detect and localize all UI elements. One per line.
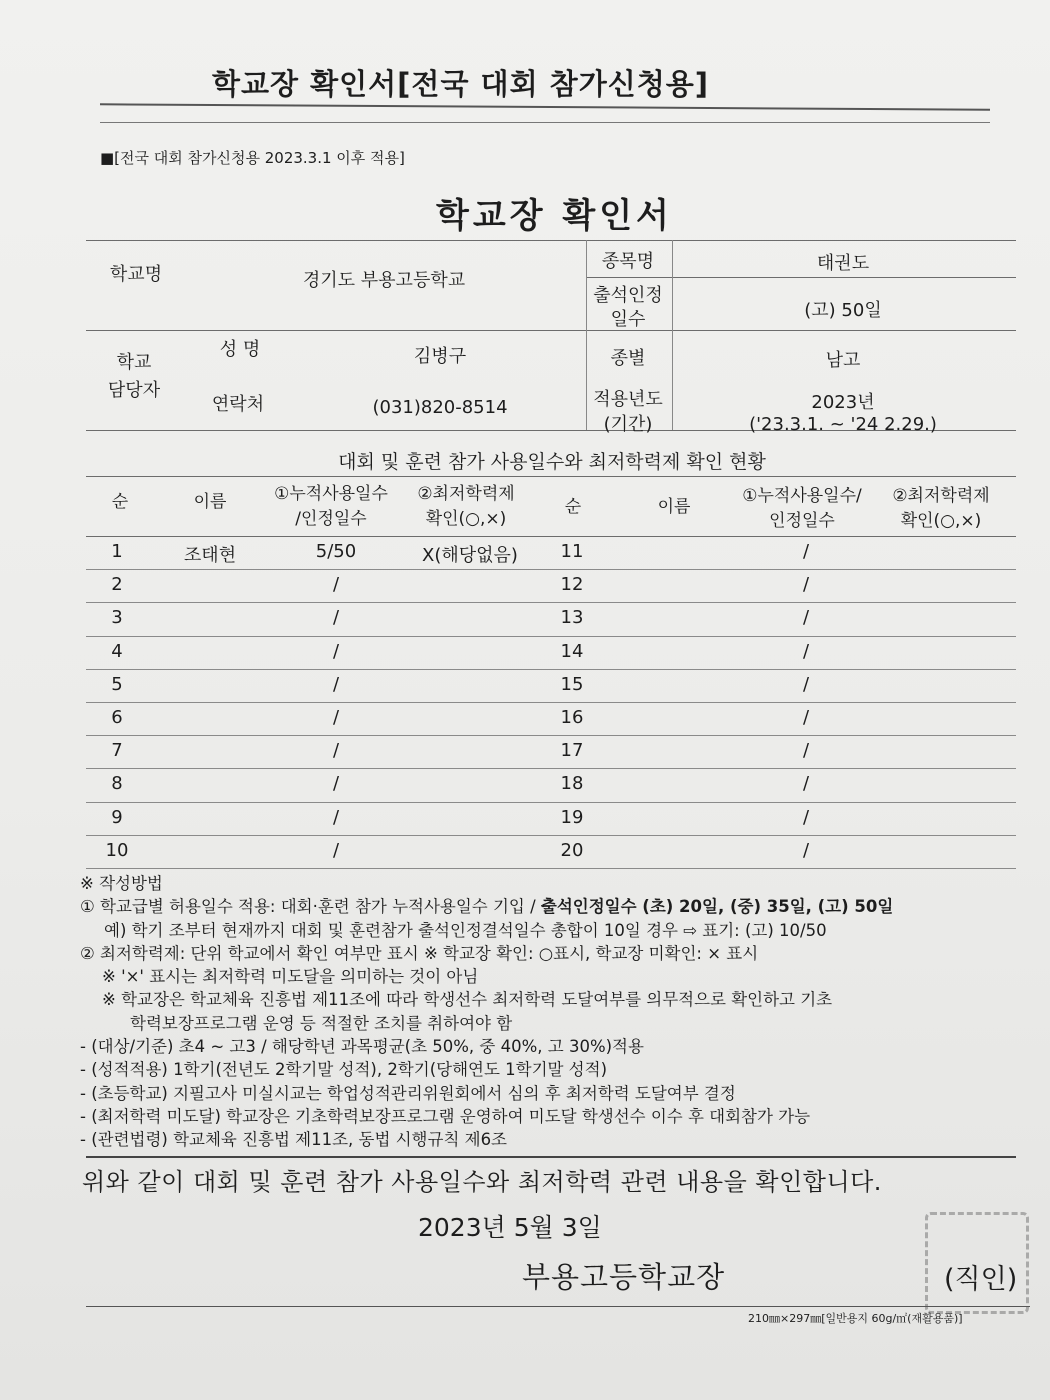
header-check-2: 확인(○,×) <box>425 509 507 529</box>
table-cell-days_r: / <box>802 773 810 795</box>
table-cell-no: 5 <box>111 673 123 695</box>
table-cell-no_r: 19 <box>560 806 584 828</box>
table-cell-days: / <box>332 740 340 762</box>
table-cell-days: / <box>332 673 340 695</box>
header-check-right: ②최저학력제 <box>892 486 990 506</box>
table-row-line <box>86 835 1016 836</box>
principal-title: 부용고등학교장 <box>522 1260 726 1294</box>
detail-5: - (관련법령) 학교체육 진흥법 제11조, 동법 시행규칙 제6조 <box>80 1130 507 1150</box>
table-cell-no_r: 15 <box>560 673 584 695</box>
table-cell-days_r: / <box>802 607 810 629</box>
table-cell-days: / <box>332 806 340 828</box>
table-cell-no: 8 <box>111 773 123 795</box>
table-cell-days_r: / <box>802 707 810 728</box>
detail-1: - (대상/기준) 초4 ~ 고3 / 해당학년 과목평균(초 50%, 중 40%, 고 30%)적용 <box>80 1037 644 1057</box>
table-cell-days_r: / <box>802 574 810 596</box>
seal-label: (직인) <box>944 1264 1018 1295</box>
sport-label: 종목명 <box>601 251 655 272</box>
header-days-2: /인정일수 <box>295 509 367 529</box>
table-cell-days: / <box>332 839 340 861</box>
table-row-line <box>86 802 1016 803</box>
table-cell-no_r: 13 <box>560 607 584 629</box>
note-4: ※ 학교장은 학교체육 진흥법 제11조에 따라 학생선수 최저학력 도달여부를 의무적으로 확인하고 기초 <box>102 990 833 1010</box>
sport-value: 태권도 <box>816 253 870 274</box>
table-cell-no: 7 <box>111 740 123 762</box>
section-title: 대회 및 훈련 참가 사용일수와 최저학력제 확인 현황 <box>338 451 766 473</box>
header-divider-thin <box>100 122 990 123</box>
table-cell-days_r: / <box>802 640 810 662</box>
table-cell-no: 3 <box>111 607 123 629</box>
table-cell-days_r: / <box>802 740 810 762</box>
table-cell-no: 2 <box>111 574 123 596</box>
table-cell-days: / <box>332 574 340 596</box>
header-divider <box>100 103 990 110</box>
contact-label: 연락처 <box>211 394 265 415</box>
table-cell-days_r: / <box>802 839 810 861</box>
table-cell-no_r: 17 <box>560 740 584 762</box>
note-1 <box>80 895 893 918</box>
note-4-cont: 학력보장프로그램 운영 등 적절한 조치를 취하여야 함 <box>130 1013 513 1033</box>
contact-value: (031)820-8514 <box>372 397 508 418</box>
table-row-line <box>86 702 1016 703</box>
table-cell-name: 조태현 <box>183 545 237 566</box>
table-row-line <box>86 669 1016 670</box>
table-row-line <box>86 636 1016 637</box>
table-cell-days: 5/50 <box>315 541 357 562</box>
footer-divider <box>86 1306 1030 1307</box>
type-value: 남고 <box>825 350 861 371</box>
table-cell-no_r: 12 <box>560 574 584 596</box>
table-cell-days: / <box>332 640 340 662</box>
header-no-right: 순 <box>564 497 582 517</box>
attendance-value: (고) 50일 <box>804 300 882 321</box>
year-value: 2023년 <box>811 392 875 413</box>
table-cell-no_r: 18 <box>560 773 584 795</box>
manager-label: 학교 <box>116 352 152 373</box>
info-vline <box>672 240 673 430</box>
header-days-right: ①누적사용일수/ <box>742 486 862 506</box>
table-cell-no: 6 <box>111 707 123 728</box>
notes-section <box>80 872 893 1152</box>
header-check-right-2: 확인(○,×) <box>900 511 982 531</box>
note-2: ② 최저학력제: 단위 학교에서 확인 여부만 표시 ※ 학교장 확인: ○표시, 학교장 미확인: × 표시 <box>80 943 759 963</box>
header-check: ②최저학력제 <box>417 484 515 504</box>
note-1-bold: 출석인정일수 (초) 20일, (중) 35일, (고) 50일 <box>540 897 894 917</box>
type-label: 종별 <box>610 348 646 369</box>
header-days: ①누적사용일수 <box>274 484 388 504</box>
attendance-label-2: 일수 <box>610 309 646 330</box>
table-header-border <box>86 536 1016 537</box>
issue-date: 2023년 5월 3일 <box>418 1213 602 1242</box>
info-line <box>86 330 1016 331</box>
year-label-2: (기간) <box>603 414 653 435</box>
table-cell-check: X(해당없음) <box>422 545 518 566</box>
table-cell-no_r: 20 <box>560 839 584 861</box>
table-cell-days: / <box>332 707 340 728</box>
table-cell-days: / <box>332 773 340 795</box>
table-cell-days_r: / <box>802 541 810 562</box>
note-3: ※ '×' 표시는 최저학력 미도달을 의미하는 것이 아님 <box>102 967 479 987</box>
attendance-label: 출석인정 <box>593 285 663 306</box>
note-1-text: ① 학교급별 허용일수 적용: 대회·훈련 참가 누적사용일수 기입 / <box>80 897 541 917</box>
table-row-line <box>86 569 1016 570</box>
table-top-border <box>86 476 1016 477</box>
table-cell-no_r: 11 <box>560 541 584 562</box>
header-name: 이름 <box>193 492 227 512</box>
notes-bottom-border <box>86 1156 1016 1158</box>
table-cell-no_r: 16 <box>560 707 584 728</box>
table-row-line <box>86 735 1016 736</box>
header-no: 순 <box>111 492 129 512</box>
info-vline <box>586 240 587 430</box>
document-title: 학교장 확인서 <box>436 196 673 236</box>
table-cell-days_r: / <box>802 806 810 828</box>
confirmation-statement: 위와 같이 대회 및 훈련 참가 사용일수와 최저학력 관련 내용을 확인합니다. <box>82 1168 882 1196</box>
manager-label-2: 담당자 <box>107 380 161 401</box>
header-days-right-2: 인정일수 <box>769 511 835 531</box>
table-cell-days: / <box>332 607 340 629</box>
table-cell-days_r: / <box>802 673 810 695</box>
detail-2: - (성적적용) 1학기(전년도 2학기말 성적), 2학기(당해연도 1학기말 성적) <box>80 1060 608 1080</box>
detail-3: - (초등학교) 지필고사 미실시교는 학업성적관리위원회에서 심의 후 최저학력 도달여부 결정 <box>80 1083 736 1103</box>
table-cell-no_r: 14 <box>560 640 584 662</box>
note-1-example: 예) 학기 조부터 현재까지 대회 및 훈련참가 출석인정결석일수 총합이 10일 경우 ⇨ 표기: (고) 10/50 <box>104 920 827 940</box>
table-row-line <box>86 602 1016 603</box>
info-line <box>586 277 1016 278</box>
header-name-right: 이름 <box>657 497 691 517</box>
table-cell-no: 1 <box>111 541 123 562</box>
table-row-line <box>86 768 1016 769</box>
header-title: 학교장 확인서[전국 대회 참가신청용] <box>212 67 710 101</box>
table-cell-no: 4 <box>111 640 123 662</box>
school-label: 학교명 <box>109 264 163 285</box>
form-subtitle: ■[전국 대회 참가신청용 2023.3.1 이후 적용] <box>100 149 405 167</box>
year-period: ('23.3.1. ~ '24 2.29.) <box>749 414 937 435</box>
manager-name: 김병구 <box>413 346 467 367</box>
detail-4: - (최저학력 미도달) 학교장은 기초학력보장프로그램 운영하여 미도달 학생선수 이수 후 대회참가 가능 <box>80 1106 811 1126</box>
table-cell-no: 10 <box>105 839 129 861</box>
year-label: 적용년도 <box>593 389 663 410</box>
paper-spec-footer: 210㎜×297㎜[일반용지 60g/㎡(재활용품)] <box>748 1312 963 1325</box>
info-top-border <box>86 240 1016 241</box>
table-cell-no: 9 <box>111 806 123 828</box>
table-row-line <box>86 868 1016 869</box>
notes-heading: ※ 작성방법 <box>80 874 163 893</box>
school-name: 경기도 부용고등학교 <box>302 270 466 291</box>
name-label: 성 명 <box>219 339 261 360</box>
